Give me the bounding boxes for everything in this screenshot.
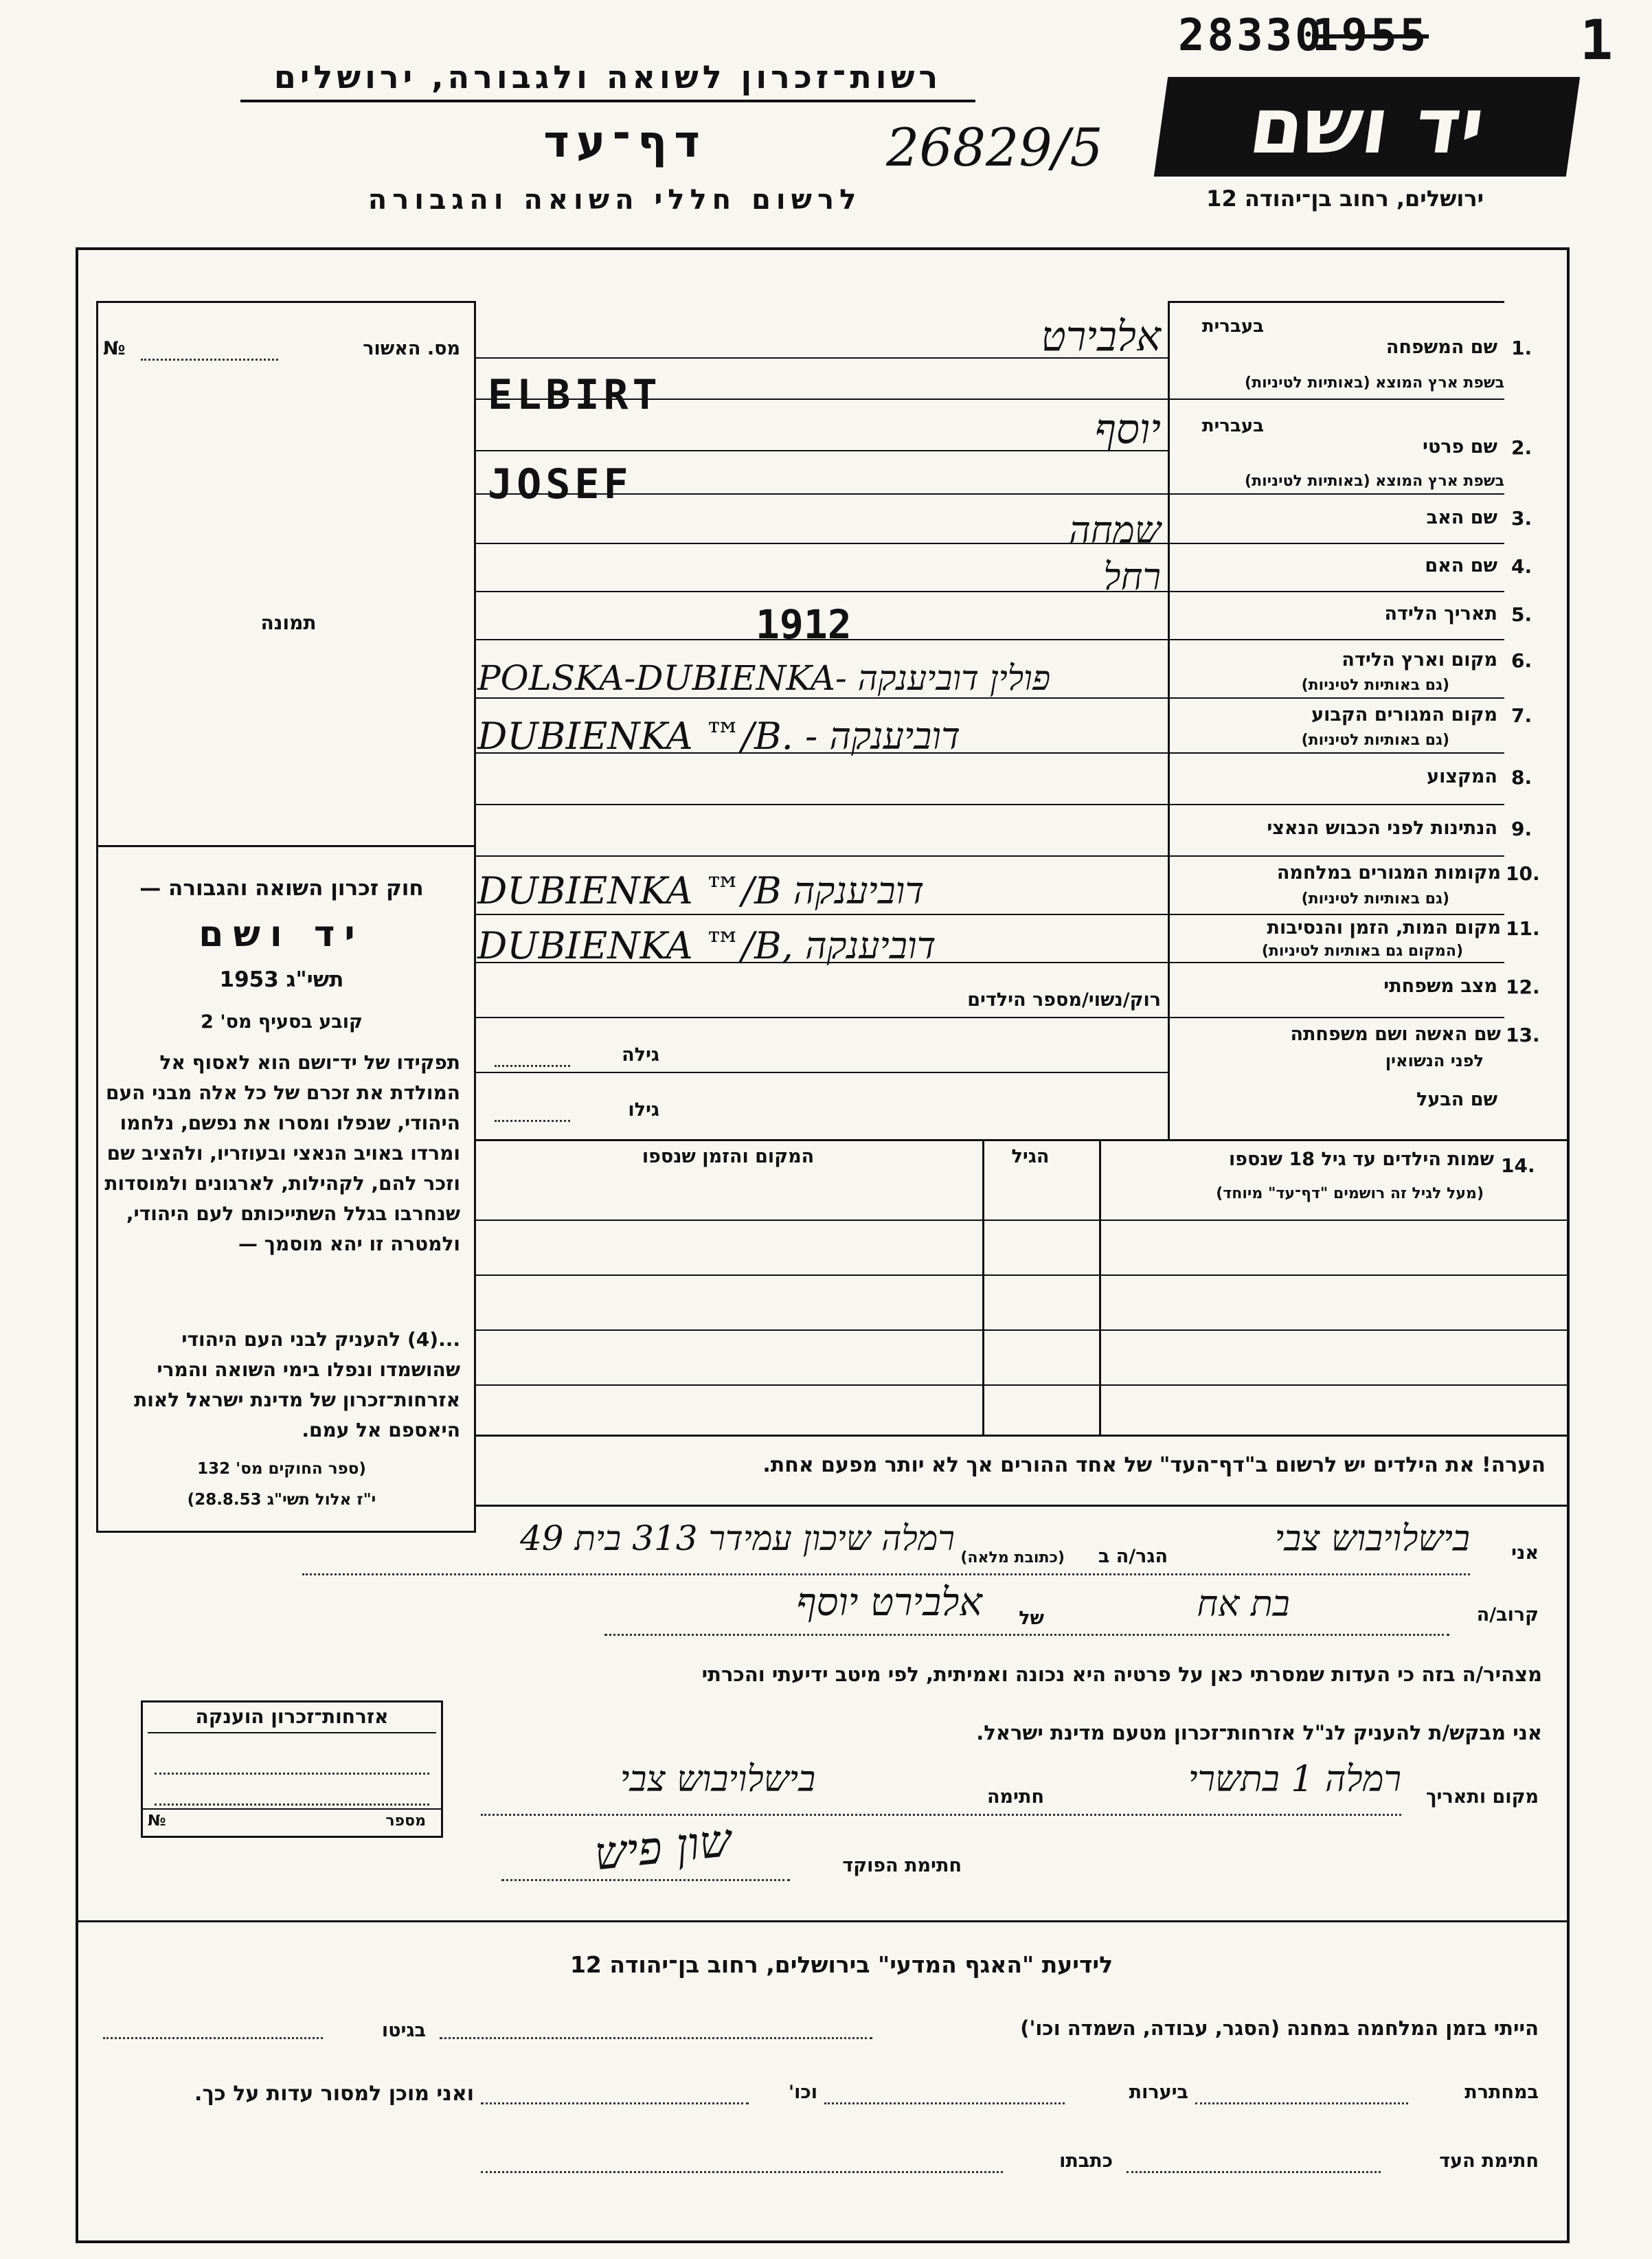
field-1-num: 1. bbox=[1511, 337, 1532, 359]
field-6-num: 6. bbox=[1511, 649, 1532, 672]
children-place-col: המקום והזמן שנספו bbox=[642, 1146, 815, 1167]
divider bbox=[474, 301, 476, 1531]
field-13-num: 13. bbox=[1506, 1024, 1540, 1046]
age-f-label: גילה bbox=[622, 1044, 659, 1066]
field-13-label: שם האשה ושם משפחתה bbox=[1290, 1024, 1501, 1045]
field-4-label: שם האם bbox=[1425, 555, 1497, 576]
photo-label: תמונה bbox=[260, 611, 317, 634]
children-status-label: רוק/נשוי/מספר הילדים bbox=[967, 989, 1161, 1011]
logo-box: יד ושם bbox=[1154, 77, 1580, 177]
field-1-label: שם המשפחה bbox=[1385, 337, 1497, 358]
field-1-tag: בעברית bbox=[1201, 316, 1264, 337]
value-line bbox=[474, 914, 1168, 915]
footer-address: כתבתו bbox=[1059, 2150, 1113, 2172]
field-7-sub: (גם באותיות לטיניות) bbox=[1301, 732, 1449, 749]
footer-blank bbox=[103, 2037, 323, 2039]
approval-line bbox=[141, 359, 278, 361]
row-line bbox=[1168, 914, 1504, 915]
footer-ghetto: בגיטו bbox=[381, 2020, 426, 2041]
divider bbox=[1168, 301, 1170, 1139]
field-2-tag: בעברית bbox=[1201, 416, 1264, 436]
law-clause: קובע בסעיף מס' 2 bbox=[201, 1011, 363, 1033]
relation-label: קרוב/ה bbox=[1476, 1604, 1539, 1626]
of-label: של bbox=[1019, 1608, 1044, 1629]
org-line: רשות־זכרון לשואה ולגבורה, ירושלים bbox=[240, 58, 975, 102]
field-2-label: שם פרטי bbox=[1423, 436, 1497, 458]
field-5-num: 5. bbox=[1511, 603, 1532, 626]
field-8-num: 8. bbox=[1511, 766, 1532, 789]
footer-line-1: הייתי בזמן המלחמה במחנה (הסגר, עבודה, השמדה וכו') bbox=[1020, 2016, 1539, 2040]
field-8-label: המקצוע bbox=[1427, 766, 1497, 787]
signature: בישלויבוש צבי bbox=[620, 1759, 816, 1800]
value-line bbox=[474, 804, 1168, 805]
footer-blank bbox=[1195, 2102, 1408, 2104]
first-he: יוסף bbox=[1094, 405, 1161, 453]
cert-line bbox=[155, 1803, 429, 1806]
field-9-label: הנתינות לפני הכבוש הנאצי bbox=[1267, 818, 1497, 839]
table-row bbox=[474, 1384, 1570, 1386]
section-line bbox=[474, 1139, 1570, 1141]
form-title: דף־עד bbox=[543, 117, 707, 168]
field-6-sub: (גם באותיות לטיניות) bbox=[1301, 677, 1449, 694]
sign-line bbox=[481, 1814, 1401, 1816]
place-date: רמלה 1 בתשרי bbox=[1188, 1759, 1401, 1800]
surname-lat: ELBIRT bbox=[488, 371, 661, 419]
officer-line bbox=[501, 1879, 790, 1881]
declarant-address: רמלה שיכון עמידר 313 בית 49 bbox=[519, 1518, 955, 1558]
place-label: מקום ותאריך bbox=[1425, 1786, 1539, 1808]
address: ירושלים, רחוב בן־יהודה 12 bbox=[1206, 186, 1484, 212]
law-ref: (ספר החוקים מס' 132 bbox=[197, 1460, 366, 1478]
row-line bbox=[1168, 962, 1504, 963]
row-line bbox=[1168, 752, 1504, 754]
cert-title: אזרחות־זכרון הוענקה bbox=[148, 1705, 436, 1733]
value-line bbox=[474, 1072, 1168, 1073]
table-row bbox=[474, 1274, 1570, 1276]
law-text-2: ...(4) להעניק לבני העם היהודי שהושמדו ונפלו בימי השואה והמרי אזרחות־זכרון של מדינת ישראל לאות היאספם אל עמם. bbox=[134, 1328, 460, 1441]
age-f-line bbox=[495, 1065, 570, 1067]
field-2-num: 2. bbox=[1511, 436, 1532, 459]
footer-forests: ביערות bbox=[1129, 2082, 1188, 2103]
decl-request: אני מבקש/ת להעניק לנ"ל אזרחות־זכרון מטעם מדינת ישראל. bbox=[976, 1721, 1542, 1744]
footer-blank bbox=[481, 2171, 1003, 2173]
field-5-label: תאריך הלידה bbox=[1384, 603, 1497, 625]
row-line bbox=[1168, 1017, 1504, 1018]
field-1-sub: בשפת ארץ המוצא (באותיות לטיניות) bbox=[1245, 374, 1504, 392]
field-11-num: 11. bbox=[1506, 917, 1540, 940]
value-line bbox=[474, 855, 1168, 857]
divider bbox=[1168, 301, 1504, 303]
death-place: DUBIENKA ™/B, דוביענקה bbox=[477, 924, 936, 967]
field-10-num: 10. bbox=[1506, 862, 1540, 885]
field-13-sub: לפני הנשואין bbox=[1385, 1051, 1484, 1070]
divider bbox=[982, 1140, 984, 1436]
relation: בת אח bbox=[1197, 1584, 1290, 1625]
row-line bbox=[1168, 855, 1504, 857]
law-year: תשי"ג 1953 bbox=[219, 967, 344, 992]
section-line bbox=[474, 1505, 1570, 1507]
law-text: תפקידו של יד־ושם הוא לאסוף אל המולדת את זכרם של כל אלה מבני העם היהודי, שנפלו ומסרו את נפשם, נלחמו ומרדו באויב הנאצי ובעוזריו, ולהציב שם וזכר להם, לקהילות, לארגונים ולמוסדות שנחרבו בגלל השתייכותם לעם היהודי, ולמטרה זו יהא מוסמך — bbox=[104, 1051, 460, 1255]
decl-line bbox=[302, 1573, 1470, 1575]
row-line bbox=[1168, 543, 1504, 544]
divider bbox=[1099, 1140, 1101, 1436]
footer-underground: במחתרת bbox=[1464, 2082, 1539, 2103]
footer-testify: ואני מוכן למסור עדות על כך. bbox=[194, 2082, 474, 2106]
row-line bbox=[1168, 697, 1504, 699]
surname-he: אלבירט bbox=[1041, 313, 1161, 361]
field-2-sub: בשפת ארץ המוצא (באותיות לטיניות) bbox=[1245, 473, 1504, 490]
decl-line bbox=[604, 1634, 1449, 1636]
footer-blank bbox=[824, 2102, 1065, 2104]
footer-blank bbox=[1127, 2171, 1381, 2173]
subtitle: לרשום חללי השואה והגבורה bbox=[367, 184, 862, 216]
row-line bbox=[1168, 398, 1504, 400]
children-note: (מעל לגיל זה רושמים "דף־עד" מיוחד) bbox=[1216, 1185, 1484, 1202]
declarant-name: בישלויבוש צבי bbox=[1274, 1518, 1470, 1560]
birth-place: POLSKA-DUBIENKA- פולין דוביענקה bbox=[477, 658, 1051, 698]
victim-name: אלבירט יוסף bbox=[796, 1580, 982, 1625]
row-line bbox=[1168, 804, 1504, 805]
cert-no-label: מספר bbox=[385, 1812, 426, 1830]
field-10-sub: (גם באותיות לטיניות) bbox=[1301, 890, 1449, 908]
section-line bbox=[474, 1435, 1570, 1437]
field-12-label: מצב משפחתי bbox=[1383, 976, 1497, 997]
first-lat: JOSEF bbox=[488, 460, 633, 508]
children-num: 14. bbox=[1501, 1154, 1535, 1177]
corner-mark: 1 bbox=[1580, 8, 1614, 72]
decl-pre: אני bbox=[1511, 1542, 1539, 1564]
father: שמחה bbox=[1069, 508, 1161, 552]
field-9-num: 9. bbox=[1511, 818, 1532, 840]
footer-etc: וכו' bbox=[788, 2082, 817, 2103]
field-4-num: 4. bbox=[1511, 555, 1532, 578]
table-row bbox=[474, 1329, 1570, 1331]
husband-label: שם הבעל bbox=[1416, 1089, 1497, 1110]
form-number: 26829/5 bbox=[886, 117, 1103, 178]
decl-addr-label: (כתובת מלאה) bbox=[960, 1549, 1065, 1566]
footer-blank bbox=[481, 2102, 749, 2104]
approval-label: מס. האשור bbox=[363, 338, 460, 359]
footer-witness-sig: חתימת העד bbox=[1439, 2150, 1539, 2172]
mother: רחל bbox=[1103, 555, 1161, 598]
children-age-col: הגיל bbox=[1011, 1146, 1050, 1167]
section-line bbox=[76, 1920, 1570, 1922]
table-row bbox=[474, 1220, 1570, 1221]
footer-blank bbox=[440, 2037, 872, 2039]
archive-number: 28330 bbox=[1178, 10, 1324, 61]
divider bbox=[96, 301, 476, 303]
cert-line bbox=[155, 1773, 429, 1775]
footer-title: לידיעת "האגף המדעי" בירושלים, רחוב בן־יהודה 12 bbox=[569, 1951, 1113, 1978]
war-places: DUBIENKA ™/B דוביענקה bbox=[477, 869, 925, 912]
field-7-num: 7. bbox=[1511, 704, 1532, 727]
field-3-num: 3. bbox=[1511, 507, 1532, 530]
field-6-label: מקום וארץ הלידה bbox=[1342, 649, 1497, 671]
law-name: יד ושם bbox=[199, 914, 365, 955]
field-11-label: מקום המות, הזמן והנסיבות bbox=[1267, 917, 1501, 939]
decl-statement: מצהיר/ה בזה כי העדות שמסרתי כאן על פרטיה היא נכונה ואמיתית, לפי מיטב ידיעתי והכרתי bbox=[701, 1663, 1542, 1686]
value-line bbox=[474, 1017, 1168, 1018]
field-3-label: שם האב bbox=[1426, 507, 1497, 528]
row-line bbox=[1168, 591, 1504, 592]
children-title: שמות הילדים עד גיל 18 שנספו bbox=[1228, 1149, 1494, 1170]
divider bbox=[96, 845, 476, 847]
row-line bbox=[1168, 639, 1504, 640]
field-7-label: מקום המגורים הקבוע bbox=[1311, 704, 1497, 726]
row-line bbox=[1168, 493, 1504, 495]
field-11-sub: (המקום גם באותיות לטיניות) bbox=[1261, 943, 1463, 960]
field-10-label: מקומות המגורים במלחמה bbox=[1276, 862, 1501, 884]
sig-label: חתימה bbox=[986, 1786, 1044, 1808]
age-m-label: גילו bbox=[628, 1099, 659, 1121]
archive-number-extra: 1955 bbox=[1312, 10, 1429, 61]
cert-no-mark: № bbox=[148, 1812, 166, 1830]
birth-date: 1912 bbox=[756, 601, 852, 648]
field-12-num: 12. bbox=[1506, 976, 1540, 998]
law-title: חוק זכרון השואה והגבורה — bbox=[139, 876, 424, 901]
officer-label: חתימת הפוקד bbox=[842, 1855, 962, 1876]
residence: DUBIENKA ™/B. - דוביענקה bbox=[477, 715, 960, 758]
remark: הערה! את הילדים יש לרשום ב"דף־העד" של אחד ההורים אך לא יותר מפעם אחת. bbox=[762, 1453, 1546, 1477]
approval-no-mark: № bbox=[103, 338, 126, 359]
decl-mid: הגר/ה ב bbox=[1098, 1546, 1168, 1567]
age-m-line bbox=[495, 1120, 570, 1122]
officer-signature: שון פיש bbox=[591, 1813, 734, 1881]
law-date: י"ז אלול תשי"ג 28.8.53) bbox=[187, 1491, 376, 1509]
